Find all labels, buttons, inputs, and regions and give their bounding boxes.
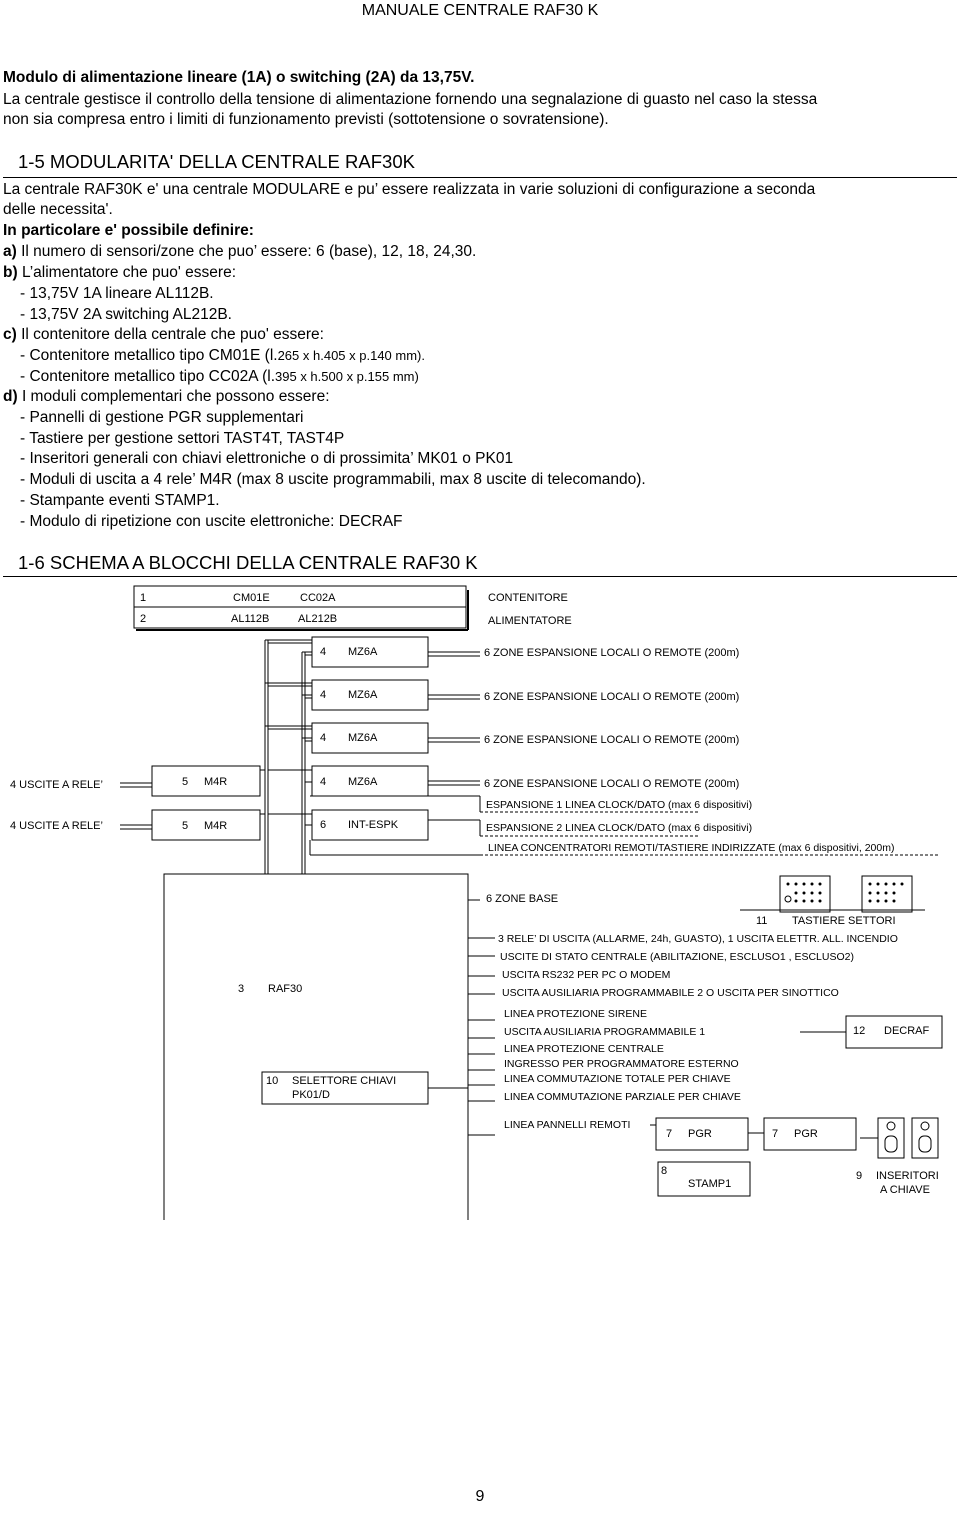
- intespk-name: INT-ESPK: [348, 819, 399, 831]
- pgr-1-name: PGR: [688, 1128, 712, 1140]
- item-b: [3, 263, 236, 283]
- item-a-text: Il numero di sensori/zone che puo’ essere: 6 (base), 12, 18, 24,30.: [16, 243, 477, 260]
- item-d-text: I moduli complementari che possono essere:: [17, 388, 330, 405]
- output-line-1: 3 RELE’ DI USCITA (ALLARME, 24h, GUASTO), 1 USCITA ELETTR. ALL. INCENDIO: [498, 933, 898, 945]
- section-1-5-paragraph-line-1: La centrale RAF30K e' una centrale MODULARE e pu’ essere realizzata in varie soluzioni di configurazione a seconda: [3, 181, 816, 198]
- output-line-2: USCITE DI STATO CENTRALE (ABILITAZIONE, ESCLUSO1 , ESCLUSO2): [500, 951, 854, 963]
- item-c: [3, 325, 324, 345]
- zone-base-text: 6 ZONE BASE: [486, 893, 559, 905]
- item-c-2-dims: 395 x h.500 x p.155 mm): [275, 369, 419, 384]
- mz6a-2-num: 4: [320, 689, 327, 701]
- row1-b: CC02A: [300, 592, 336, 604]
- pgr-2-num: 7: [772, 1128, 779, 1140]
- m4r-2-name: M4R: [204, 820, 228, 832]
- output-line-6: USCITA AUSILIARIA PROGRAMMABILE 1: [504, 1026, 706, 1038]
- mz6a-3-num: 4: [320, 732, 327, 744]
- mz6a-3-name: MZ6A: [348, 732, 378, 744]
- keypad-led-icon-1: [785, 896, 791, 902]
- raf30-num: 3: [238, 983, 245, 995]
- item-d-4: - Moduli di uscita a 4 rele’ M4R (max 8 uscite programmabili, max 8 uscite di telecomando).: [20, 471, 646, 488]
- tastiere-name: TASTIERE SETTORI: [792, 915, 896, 927]
- output-line-11: LINEA PANNELLI REMOTI: [504, 1119, 631, 1131]
- row2-a: AL112B: [231, 613, 270, 625]
- item-c-2: [20, 367, 419, 387]
- mz6a-2-desc: 6 ZONE ESPANSIONE LOCALI O REMOTE (200m): [484, 691, 740, 703]
- item-c-text: Il contenitore della centrale che puo' essere:: [16, 326, 324, 343]
- item-c-2-text: - Contenitore metallico tipo CC02A (l.: [20, 368, 276, 385]
- raf30-box: [164, 874, 468, 1220]
- key-slot-icon-1: [887, 1122, 895, 1130]
- mz6a-4-desc: 6 ZONE ESPANSIONE LOCALI O REMOTE (200m): [484, 778, 740, 790]
- item-d-3: - Inseritori generali con chiavi elettroniche o di prossimita’ MK01 o PK01: [20, 450, 514, 467]
- m4r-2-num: 5: [182, 820, 189, 832]
- tastiere-num: 11: [756, 915, 768, 927]
- keypad-buttons: [787, 883, 904, 903]
- item-b-1: - 13,75V 1A lineare AL112B.: [20, 285, 214, 302]
- raf30-name: RAF30: [268, 983, 303, 995]
- output-line-5: LINEA PROTEZIONE SIRENE: [504, 1008, 647, 1020]
- stamp-name: STAMP1: [688, 1178, 732, 1190]
- row2-label: ALIMENTATORE: [488, 615, 572, 627]
- inseritori-num: 9: [856, 1170, 863, 1182]
- row1-label: CONTENITORE: [488, 592, 568, 604]
- section-1-6-rule: [3, 576, 957, 577]
- section-1-5-heading: 1-5 MODULARITA' DELLA CENTRALE RAF30K: [18, 151, 415, 172]
- output-line-4: USCITA AUSILIARIA PROGRAMMABILE 2 O USCITA PER SINOTTICO: [502, 987, 839, 999]
- selettore-num: 10: [266, 1075, 279, 1087]
- item-c-1-text: - Contenitore metallico tipo CM01E (l.: [20, 347, 278, 364]
- intro-title: Modulo di alimentazione lineare (1A) o switching (2A) da 13,75V.: [3, 69, 475, 86]
- output-line-7: LINEA PROTEZIONE CENTRALE: [504, 1043, 664, 1055]
- mz6a-1-num: 4: [320, 646, 327, 658]
- mz6a-1-name: MZ6A: [348, 646, 378, 658]
- item-a: [3, 242, 476, 262]
- row2-num: 2: [140, 613, 147, 625]
- stamp-num: 8: [661, 1165, 668, 1177]
- item-b-2: - 13,75V 2A switching AL212B.: [20, 306, 232, 323]
- linea-concentratori-text: LINEA CONCENTRATORI REMOTI/TASTIERE INDIRIZZATE (max 6 dispositivi, 200m): [488, 842, 895, 854]
- intespk-num: 6: [320, 819, 327, 831]
- page-header: MANUALE CENTRALE RAF30 K: [361, 2, 599, 19]
- item-b-label: b): [3, 264, 18, 281]
- page-number: 9: [475, 1488, 485, 1505]
- section-1-5-paragraph-line-2: delle necessita'.: [3, 201, 113, 218]
- definire-heading: In particolare e' possibile definire:: [3, 222, 254, 239]
- intro-line-1: La centrale gestisce il controllo della tensione di alimentazione fornendo una segnalazione di guasto nel caso la stessa: [3, 91, 818, 108]
- m4r-1-out: 4 USCITE A RELE’: [10, 779, 103, 791]
- item-d-2: - Tastiere per gestione settori TAST4T, TAST4P: [20, 430, 345, 447]
- m4r-1-num: 5: [182, 776, 189, 788]
- item-d: [3, 387, 330, 407]
- output-line-9: LINEA COMMUTAZIONE TOTALE PER CHIAVE: [504, 1073, 731, 1085]
- decraf-num: 12: [853, 1025, 866, 1037]
- row1-a: CM01E: [233, 592, 270, 604]
- selettore-name-2: PK01/D: [292, 1089, 330, 1101]
- key-reader-icon-2: [919, 1136, 931, 1152]
- inseritori-name-1: INSERITORI: [876, 1170, 939, 1182]
- selettore-name-1: SELETTORE CHIAVI: [292, 1075, 397, 1087]
- item-d-1: - Pannelli di gestione PGR supplementari: [20, 409, 304, 426]
- output-line-10: LINEA COMMUTAZIONE PARZIALE PER CHIAVE: [504, 1091, 741, 1103]
- item-b-text: L’alimentatore che puo' essere:: [17, 264, 237, 281]
- block-diagram: [0, 580, 960, 1220]
- pgr-2-name: PGR: [794, 1128, 818, 1140]
- item-c-label: c): [3, 326, 17, 343]
- mz6a-4-num: 4: [320, 776, 327, 788]
- item-d-label: d): [3, 388, 18, 405]
- item-c-1: [20, 346, 425, 366]
- mz6a-4-name: MZ6A: [348, 776, 378, 788]
- decraf-name: DECRAF: [884, 1025, 930, 1037]
- mz6a-3-desc: 6 ZONE ESPANSIONE LOCALI O REMOTE (200m): [484, 734, 740, 746]
- item-d-6: - Modulo di ripetizione con uscite elettroniche: DECRAF: [20, 513, 403, 530]
- mz6a-1-desc: 6 ZONE ESPANSIONE LOCALI O REMOTE (200m): [484, 647, 740, 659]
- item-c-1-dims: 265 x h.405 x p.140 mm).: [277, 348, 425, 363]
- section-1-6-heading: 1-6 SCHEMA A BLOCCHI DELLA CENTRALE RAF30 K: [18, 552, 478, 573]
- item-d-5: - Stampante eventi STAMP1.: [20, 492, 220, 509]
- mz6a-2-name: MZ6A: [348, 689, 378, 701]
- row1-num: 1: [140, 592, 147, 604]
- m4r-1-name: M4R: [204, 776, 228, 788]
- key-slot-icon-2: [921, 1122, 929, 1130]
- item-a-label: a): [3, 243, 17, 260]
- esp1-text: ESPANSIONE 1 LINEA CLOCK/DATO (max 6 dispositivi): [486, 799, 753, 811]
- key-reader-icon-1: [885, 1136, 897, 1152]
- m4r-2-out: 4 USCITE A RELE’: [10, 820, 103, 832]
- row2-b: AL212B: [298, 613, 338, 625]
- section-1-5-rule: [3, 177, 957, 178]
- intro-line-2: non sia compresa entro i limiti di funzionamento previsti (sottotensione o sovratensione).: [3, 111, 609, 128]
- pgr-1-num: 7: [666, 1128, 673, 1140]
- esp2-text: ESPANSIONE 2 LINEA CLOCK/DATO (max 6 dispositivi): [486, 822, 753, 834]
- output-line-8: INGRESSO PER PROGRAMMATORE ESTERNO: [504, 1058, 739, 1070]
- inseritori-name-2: A CHIAVE: [880, 1184, 930, 1196]
- output-line-3: USCITA RS232 PER PC O MODEM: [502, 969, 671, 981]
